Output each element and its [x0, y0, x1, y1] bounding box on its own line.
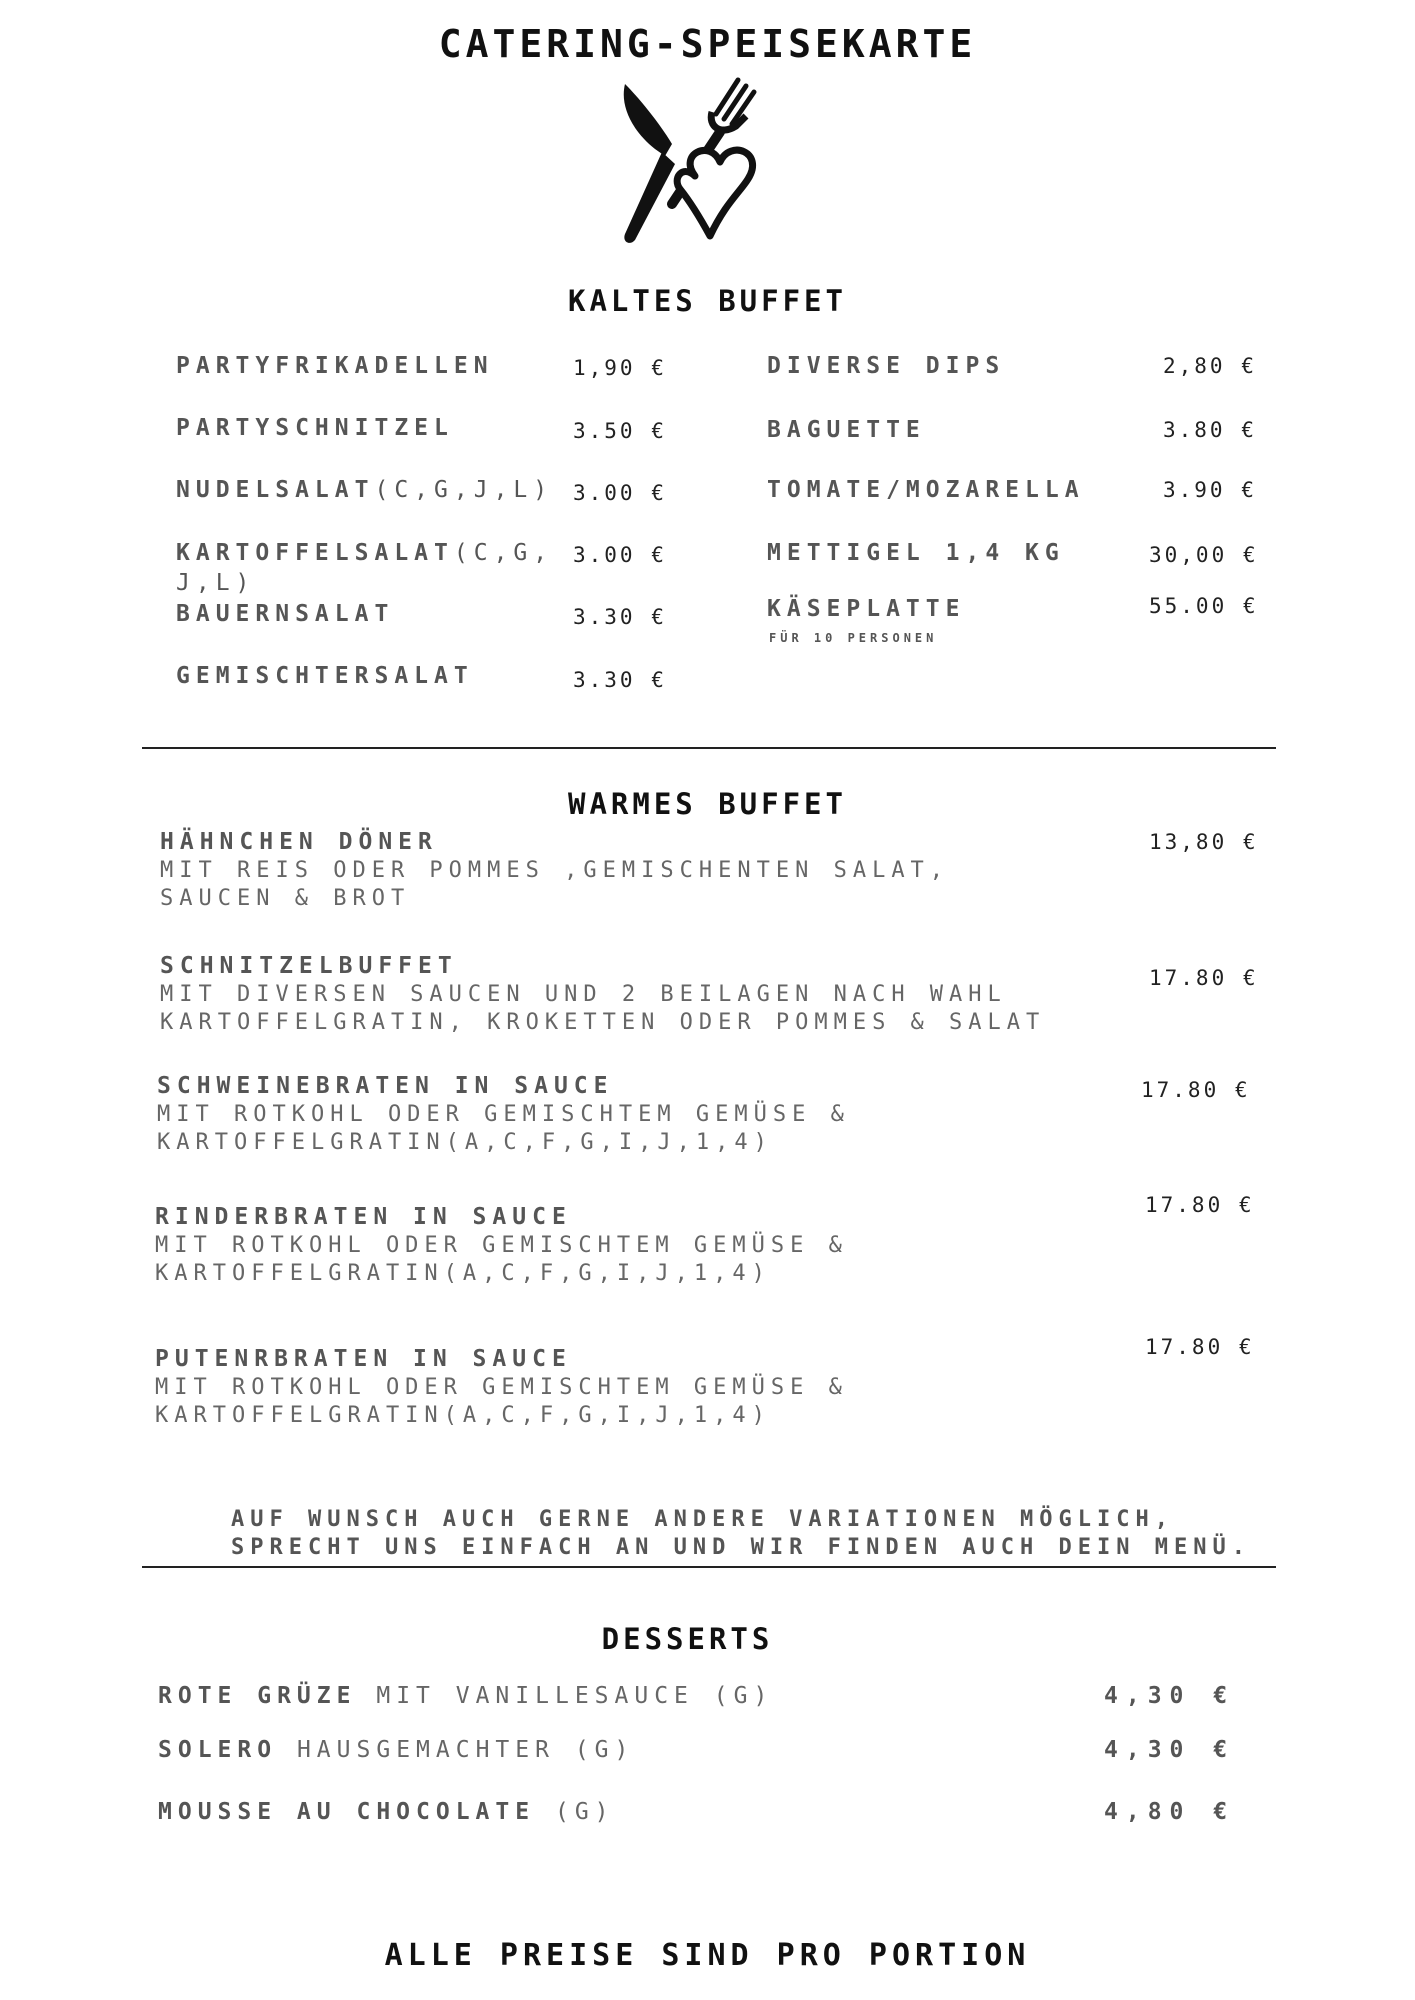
dessert-price: 4,80 €	[1104, 1799, 1236, 1825]
menu-item-name: DIVERSE DIPS	[767, 353, 1006, 379]
page-title: CATERING-SPEISEKARTE	[438, 22, 977, 66]
menu-item-price: 3.00 €	[573, 481, 667, 505]
menu-item-name: BAUERNSALAT	[176, 601, 395, 627]
dessert-name: MOUSSE AU CHOCOLATE	[158, 1799, 536, 1825]
section-heading-desserts: DESSERTS	[601, 1622, 774, 1656]
menu-item-name: SCHNITZELBUFFET	[160, 953, 458, 979]
dessert-name: ROTE GRÜZE	[158, 1683, 357, 1709]
allergen-codes-continued: J,L)	[176, 570, 256, 596]
menu-item-name: KÄSEPLATTE	[767, 596, 966, 622]
menu-item-price: 3.80 €	[1163, 418, 1257, 442]
menu-item-price: 55.00 €	[1149, 594, 1259, 618]
menu-item-name: RINDERBRATEN IN SAUCE	[155, 1204, 572, 1230]
menu-item-price: 3.30 €	[573, 668, 667, 692]
menu-item-label: KARTOFFELSALAT	[176, 540, 454, 566]
menu-item-name: PARTYFRIKADELLEN	[176, 353, 494, 379]
section-heading-warmes-buffet: WARMES BUFFET	[568, 787, 847, 821]
allergen-codes: (C,G,	[453, 540, 554, 566]
menu-item-description: SAUCEN & BROT	[160, 886, 411, 911]
menu-item-description: KARTOFFELGRATIN(A,C,F,G,I,J,1,4)	[155, 1403, 771, 1428]
menu-item-name	[176, 476, 553, 505]
dessert-description: HAUSGEMACHTER (G)	[296, 1737, 635, 1763]
menu-item-description: KARTOFFELGRATIN(A,C,F,G,I,J,1,4)	[155, 1261, 771, 1286]
menu-item-name: METTIGEL 1,4 KG	[767, 540, 1065, 566]
dessert-item	[158, 1683, 773, 1709]
menu-item-description: MIT ROTKOHL ODER GEMISCHTEM GEMÜSE &	[155, 1233, 848, 1258]
section-divider	[142, 747, 1276, 749]
menu-item-name	[176, 539, 553, 568]
menu-item-price: 13,80 €	[1149, 830, 1259, 854]
dessert-name: SOLERO	[158, 1737, 278, 1763]
menu-item-description: MIT ROTKOHL ODER GEMISCHTEM GEMÜSE &	[155, 1375, 848, 1400]
menu-item-price: 17.80 €	[1141, 1078, 1251, 1102]
menu-item-description: MIT DIVERSEN SAUCEN UND 2 BEILAGEN NACH WAHL	[160, 982, 1007, 1007]
menu-item-subtitle: FÜR 10 PERSONEN	[769, 631, 938, 645]
dessert-price: 4,30 €	[1104, 1683, 1236, 1709]
menu-item-description: MIT ROTKOHL ODER GEMISCHTEM GEMÜSE &	[157, 1102, 850, 1127]
dessert-item	[158, 1737, 634, 1763]
section-heading-kaltes-buffet: KALTES BUFFET	[568, 284, 847, 318]
menu-item-price: 2,80 €	[1163, 354, 1257, 378]
menu-item-price: 3.00 €	[573, 543, 667, 567]
buffet-note: SPRECHT UNS EINFACH AN UND WIR FINDEN AUCH DEIN MENÜ.	[231, 1535, 1251, 1560]
buffet-note: AUF WUNSCH AUCH GERNE ANDERE VARIATIONEN MÖGLICH,	[231, 1507, 1175, 1532]
knife-fork-heart-icon	[620, 74, 770, 249]
menu-item-name: GEMISCHTERSALAT	[176, 663, 474, 689]
menu-item-description: KARTOFFELGRATIN, KROKETTEN ODER POMMES & SALAT	[160, 1010, 1046, 1035]
allergen-codes: (C,G,J,L)	[374, 477, 554, 503]
footer-note: ALLE PREISE SIND PRO PORTION	[384, 1938, 1031, 1973]
menu-item-price: 17.80 €	[1145, 1335, 1255, 1359]
dessert-description: (G)	[554, 1799, 615, 1825]
menu-item-name: HÄHNCHEN DÖNER	[160, 829, 438, 855]
menu-item-name: PARTYSCHNITZEL	[176, 415, 454, 441]
menu-item-price: 30,00 €	[1149, 543, 1259, 567]
menu-item-name: BAGUETTE	[767, 417, 926, 443]
menu-item-price: 17.80 €	[1149, 966, 1259, 990]
dessert-item	[158, 1799, 615, 1825]
dessert-description: MIT VANILLESAUCE (G)	[376, 1683, 774, 1709]
menu-item-label: NUDELSALAT	[176, 477, 375, 503]
menu-item-price: 17.80 €	[1145, 1193, 1255, 1217]
dessert-price: 4,30 €	[1104, 1737, 1236, 1763]
menu-item-name: PUTENRBRATEN IN SAUCE	[155, 1346, 572, 1372]
section-divider	[142, 1566, 1276, 1568]
menu-item-name: SCHWEINEBRATEN IN SAUCE	[157, 1073, 614, 1099]
menu-item-description: MIT REIS ODER POMMES ,GEMISCHENTEN SALAT,	[160, 858, 950, 883]
menu-item-price: 3.50 €	[573, 419, 667, 443]
menu-item-description: KARTOFFELGRATIN(A,C,F,G,I,J,1,4)	[157, 1130, 773, 1155]
menu-item-price: 3.30 €	[573, 605, 667, 629]
menu-item-price: 1,90 €	[573, 356, 667, 380]
menu-item-name: TOMATE/MOZARELLA	[767, 477, 1085, 503]
menu-item-price: 3.90 €	[1163, 478, 1257, 502]
